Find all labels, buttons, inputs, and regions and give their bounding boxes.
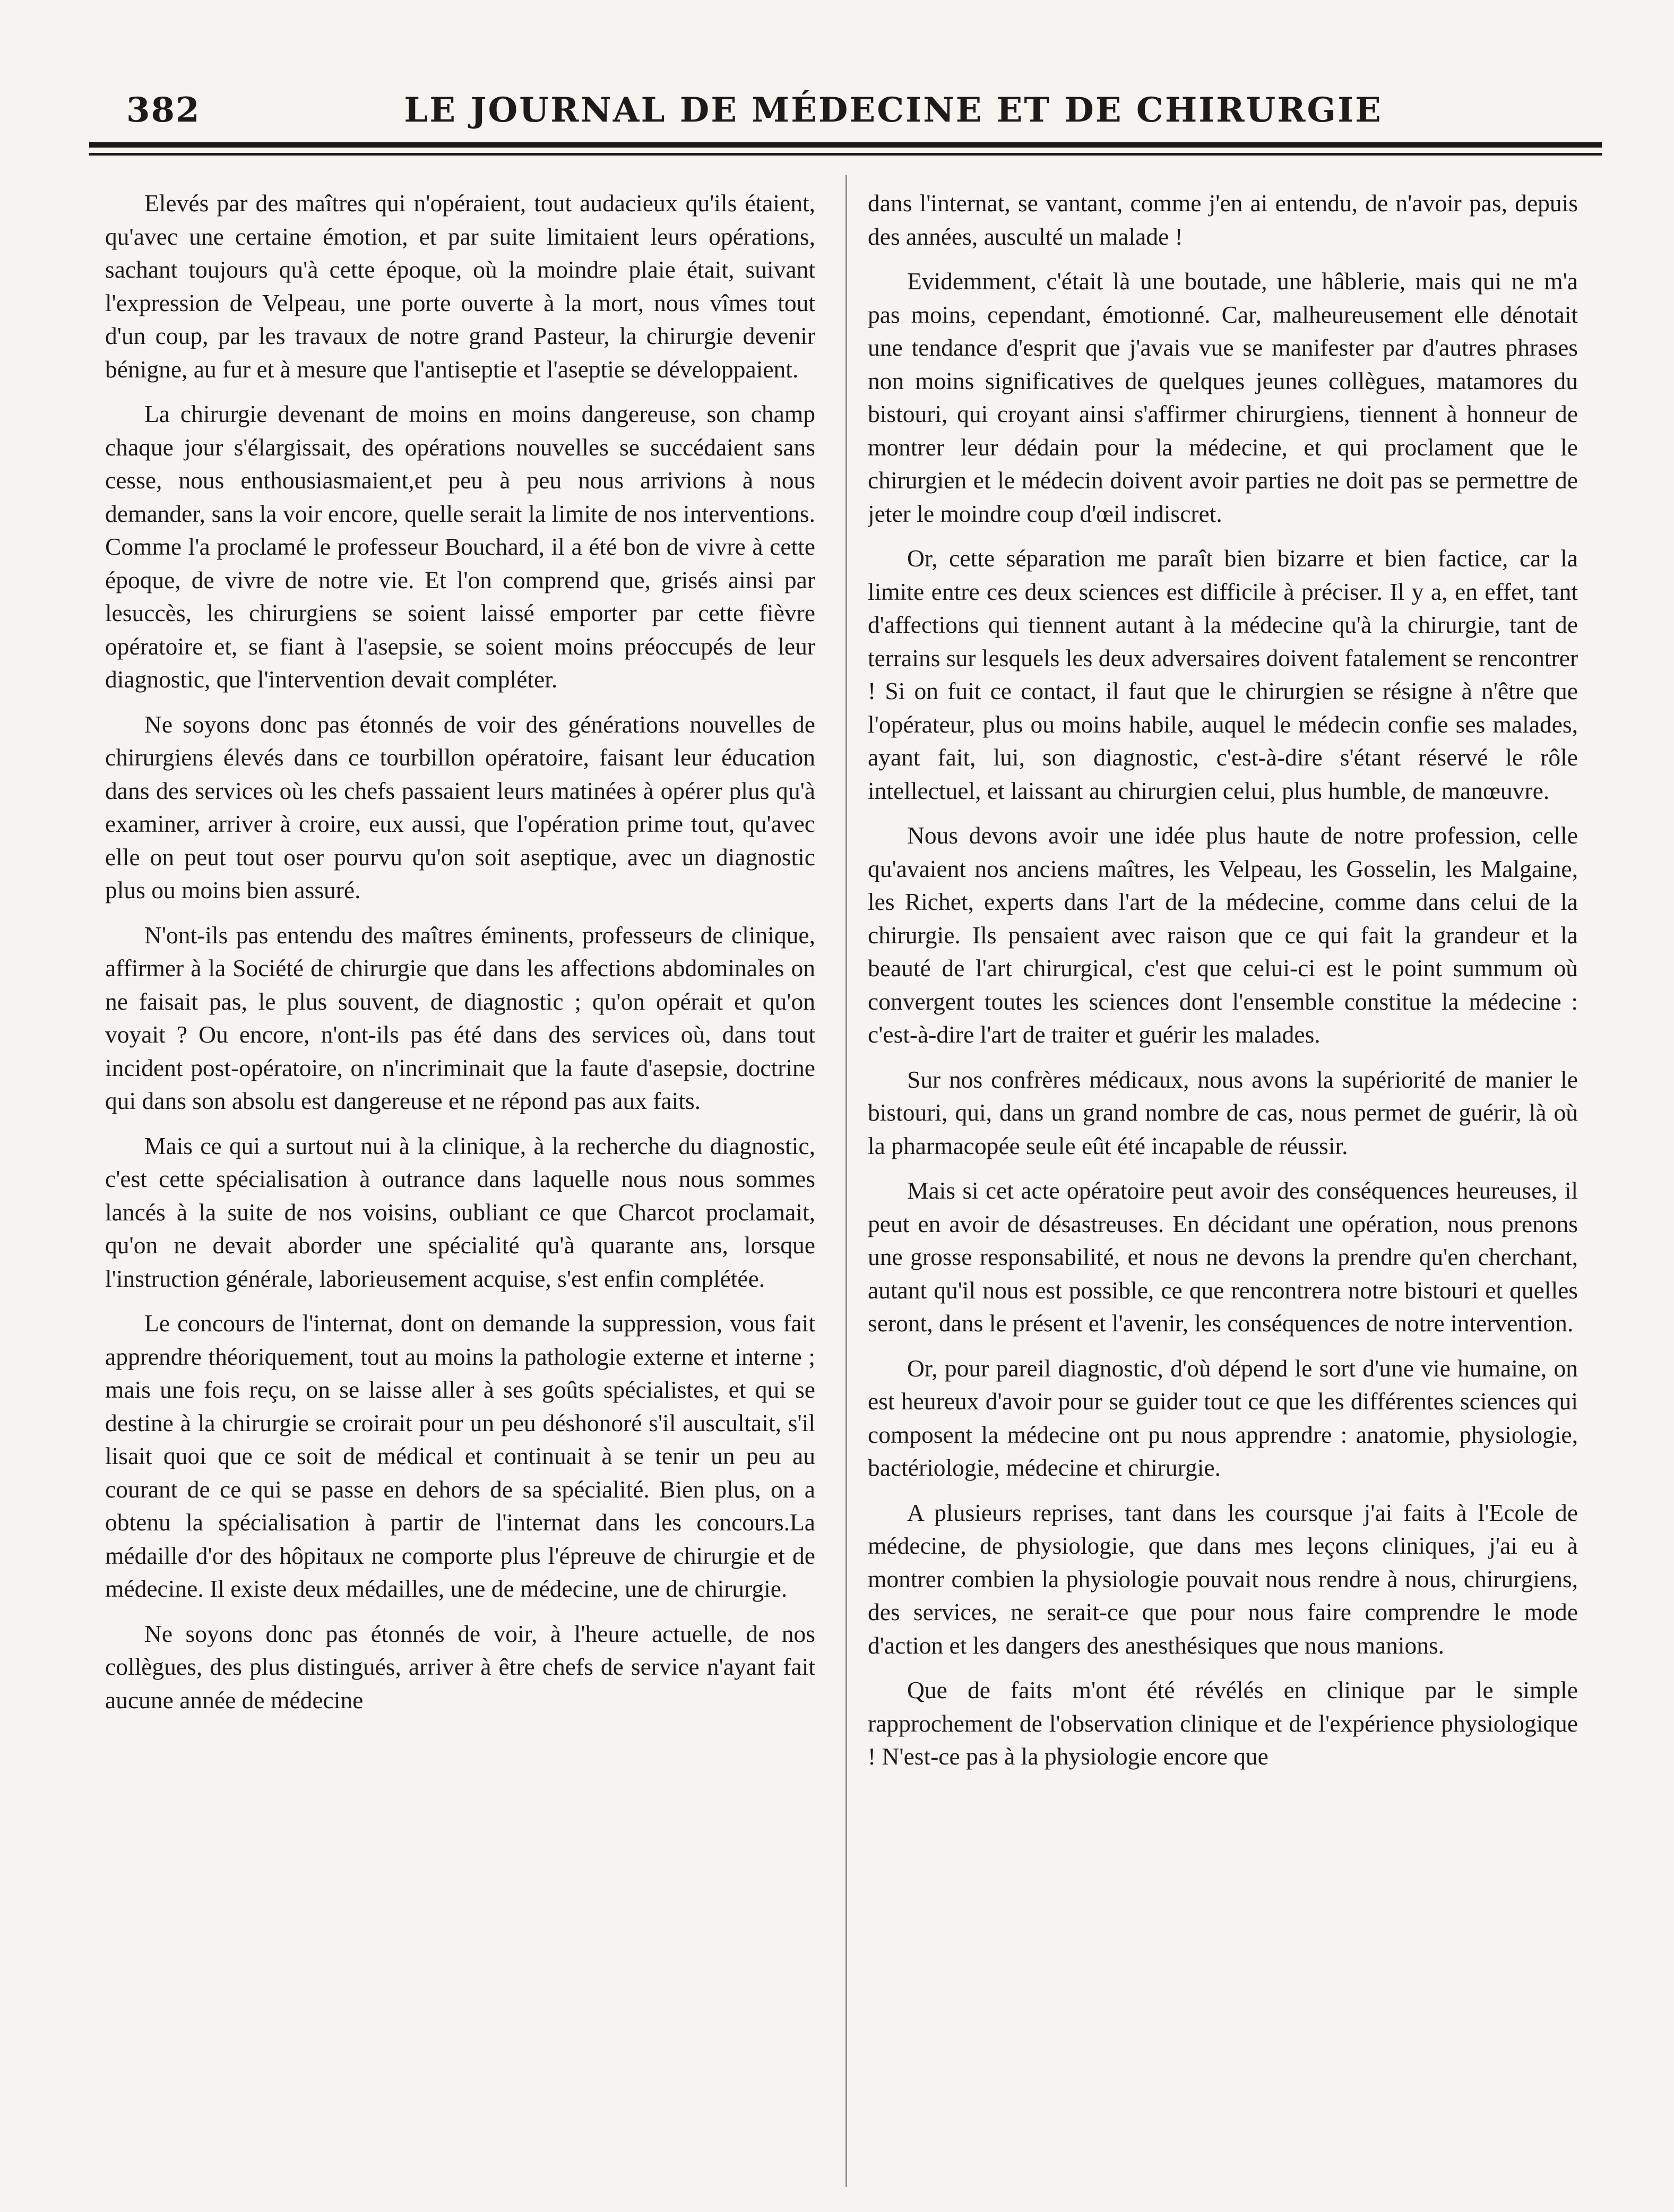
paragraph: Evidemment, c'était là une boutade, une hâblerie, mais qui ne m'a pas moins, cependant, émotionné. Car, malheureusement elle dénotait une tendance d'esprit que j'avais vue se manifester par d'autres phrases non moins significatives de quelques jeunes collègues, matamores du bistouri, qui croyant ainsi s'affirmer chirurgiens, tiennent à honneur de montrer leur dédain pour la médecine, et qui proclament que le chirurgien et le médecin doivent avoir parties ne doit pas se permettre de jeter le moindre coup d'œil indiscret. <box>868 268 1578 527</box>
paragraph: N'ont-ils pas entendu des maîtres éminents, professeurs de clinique, affirmer à la Société de chirurgie que dans les affections abdominales on ne faisait pas, le plus souvent, de diagnostic ; qu'on opérait et qu'on voyait ? Ou encore, n'ont-ils pas été dans des services où, dans tout incident post-opératoire, on n'incriminait que la faute d'asepsie, doctrine qui dans son absolu est dangereuse et ne répond pas aux faits. <box>105 921 815 1114</box>
paragraph: Ne soyons donc pas étonnés de voir des générations nouvelles de chirurgiens élevés dans ce tourbillon opératoire, faisant leur éducation dans des services où les chefs passaient leurs matinées à opérer plus qu'à examiner, arriver à croire, eux aussi, que l'opération prime tout, qu'avec elle on peut tout oser pourvu qu'on soit aseptique, avec un diagnostic plus ou moins bien assuré. <box>105 710 815 903</box>
paragraph: Mais si cet acte opératoire peut avoir des conséquences heureuses, il peut en avoir de désastreuses. En décidant une opération, nous prenons une grosse responsabilité, et nous ne devons la prendre qu'en cherchant, autant qu'il nous est possible, ce que rencontrera notre bistouri et quelles seront, dans le présent et l'avenir, les conséquences de notre intervention. <box>868 1177 1578 1337</box>
paragraph: Nous devons avoir une idée plus haute de notre profession, celle qu'avaient nos anciens maîtres, les Velpeau, les Gosselin, les Malgaine, les Richet, experts dans l'art de la médecine, comme dans celui de la chirurgie. Ils pensaient avec raison que ce qui fait la grandeur et la beauté de l'art chirurgical, c'est que celui-ci est le point summum où convergent toutes les sciences dont l'ensemble constitue la médecine : c'est-à-dire l'art de traiter et guérir les malades. <box>868 822 1578 1048</box>
paragraph: Mais ce qui a surtout nui à la clinique, à la recherche du diagnostic, c'est cette spécialisation à outrance dans laquelle nous nous sommes lancés à la suite de nos voisins, oubliant ce que Charcot proclamait, qu'on ne devait aborder une spécialité qu'à quarante ans, lorsque l'instruction générale, laborieusement acquise, s'est enfin complétée. <box>105 1132 815 1292</box>
page-number: 382 <box>126 90 201 130</box>
paragraph: Elevés par des maîtres qui n'opéraient, tout audacieux qu'ils étaient, qu'avec une certaine émotion, et par suite limitaient leurs opérations, sachant toujours qu'à cette époque, où la moindre plaie était, suivant l'expression de Velpeau, une porte ouverte à la mort, nous vîmes tout d'un coup, par les travaux de notre grand Pasteur, la chirurgie devenir bénigne, au fur et à mesure que l'antiseptie et l'aseptie se développaient. <box>105 190 815 383</box>
paragraph: La chirurgie devenant de moins en moins dangereuse, son champ chaque jour s'élargissait, des opérations nouvelles se succédaient sans cesse, nous enthousiasmaient,et peu à peu nous arrivions à nous demander, sans la voir encore, quelle serait la limite de nos interventions. Comme l'a proclamé le professeur Bouchard, il a été bon de vivre à cette époque, de vivre de notre vie. Et l'on comprend que, grisés ainsi par lesuccès, les chirurgiens se soient laissé emporter par cette fièvre opératoire et, se fiant à l'asepsie, se soient moins préoccupés de leur diagnostic, que l'intervention devait compléter. <box>105 400 815 693</box>
paragraph: A plusieurs reprises, tant dans les coursque j'ai faits à l'Ecole de médecine, de physiologie, que dans mes leçons cliniques, j'ai eu à montrer combien la physiologie pouvait nous rendre à nous, chirurgiens, des services, ne serait-ce que pour nous faire comprendre le mode d'action et les dangers des anesthésiques que nous manions. <box>868 1499 1578 1659</box>
right-column <box>868 187 1578 2183</box>
page-header <box>89 80 1602 143</box>
paragraph: Sur nos confrères médicaux, nous avons la supériorité de manier le bistouri, qui, dans un grand nombre de cas, nous permet de guérir, là où la pharmacopée seule eût été incapable de réussir. <box>868 1065 1578 1159</box>
paragraph: Or, cette séparation me paraît bien bizarre et bien factice, car la limite entre ces deux sciences est difficile à préciser. Il y a, en effet, tant d'affections qui tiennent autant à la médecine qu'à la chirurgie, tant de terrains sur lesquels les deux adversaires doivent fatalement se rencontrer ! Si on fuit ce contact, il faut que le chirurgien se résigne à n'être que l'opérateur, plus ou moins habile, auquel le médecin confie ses malades, ayant fait, lui, son diagnostic, c'est-à-dire s'étant réservé le rôle intellectuel, et laissant au chirurgien celui, plus humble, de manœuvre. <box>868 545 1578 804</box>
paragraph: Le concours de l'internat, dont on demande la suppression, vous fait apprendre théoriquement, tout au moins la pathologie externe et interne ; mais une fois reçu, on se laisse aller à ses goûts spécialistes, et qui se destine à la chirurgie se croirait pour un peu déshonoré s'il auscultait, s'il lisait quoi que ce soit de médical et continuait à se tenir un peu au courant de ce qui se passe en dehors de sa spécialité. Bien plus, on a obtenu la spécialisation à partir de l'internat dans les concours.La médaille d'or des hôpitaux ne comporte plus l'épreuve de chirurgie et de médecine. Il existe deux médailles, une de médecine, une de chirurgie. <box>105 1310 815 1602</box>
paragraph: Or, pour pareil diagnostic, d'où dépend le sort d'une vie humaine, on est heureux d'avoir pour se guider tout ce que les différentes sciences qui composent la médecine ont pu nous apprendre : anatomie, physiologie, bactériologie, médecine et chirurgie. <box>868 1354 1578 1481</box>
paragraph: Que de faits m'ont été révélés en clinique par le simple rapprochement de l'observation clinique et de l'expérience physiologique ! N'est-ce pas à la physiologie encore que <box>868 1676 1578 1770</box>
left-column <box>105 187 815 2183</box>
header-rule-thin <box>89 153 1602 156</box>
paragraph: Ne soyons donc pas étonnés de voir, à l'heure actuelle, de nos collègues, des plus distingués, arriver à être chefs de service n'ayant fait aucune année de médecine <box>105 1620 815 1714</box>
journal-title: LE JOURNAL DE MÉDECINE ET DE CHIRURGIE <box>404 90 1383 130</box>
header-rule-thick <box>89 142 1602 148</box>
column-divider <box>845 175 847 2187</box>
paragraph-continued: dans l'internat, se vantant, comme j'en ai entendu, de n'avoir pas, depuis des années, ausculté un malade ! <box>868 190 1578 250</box>
